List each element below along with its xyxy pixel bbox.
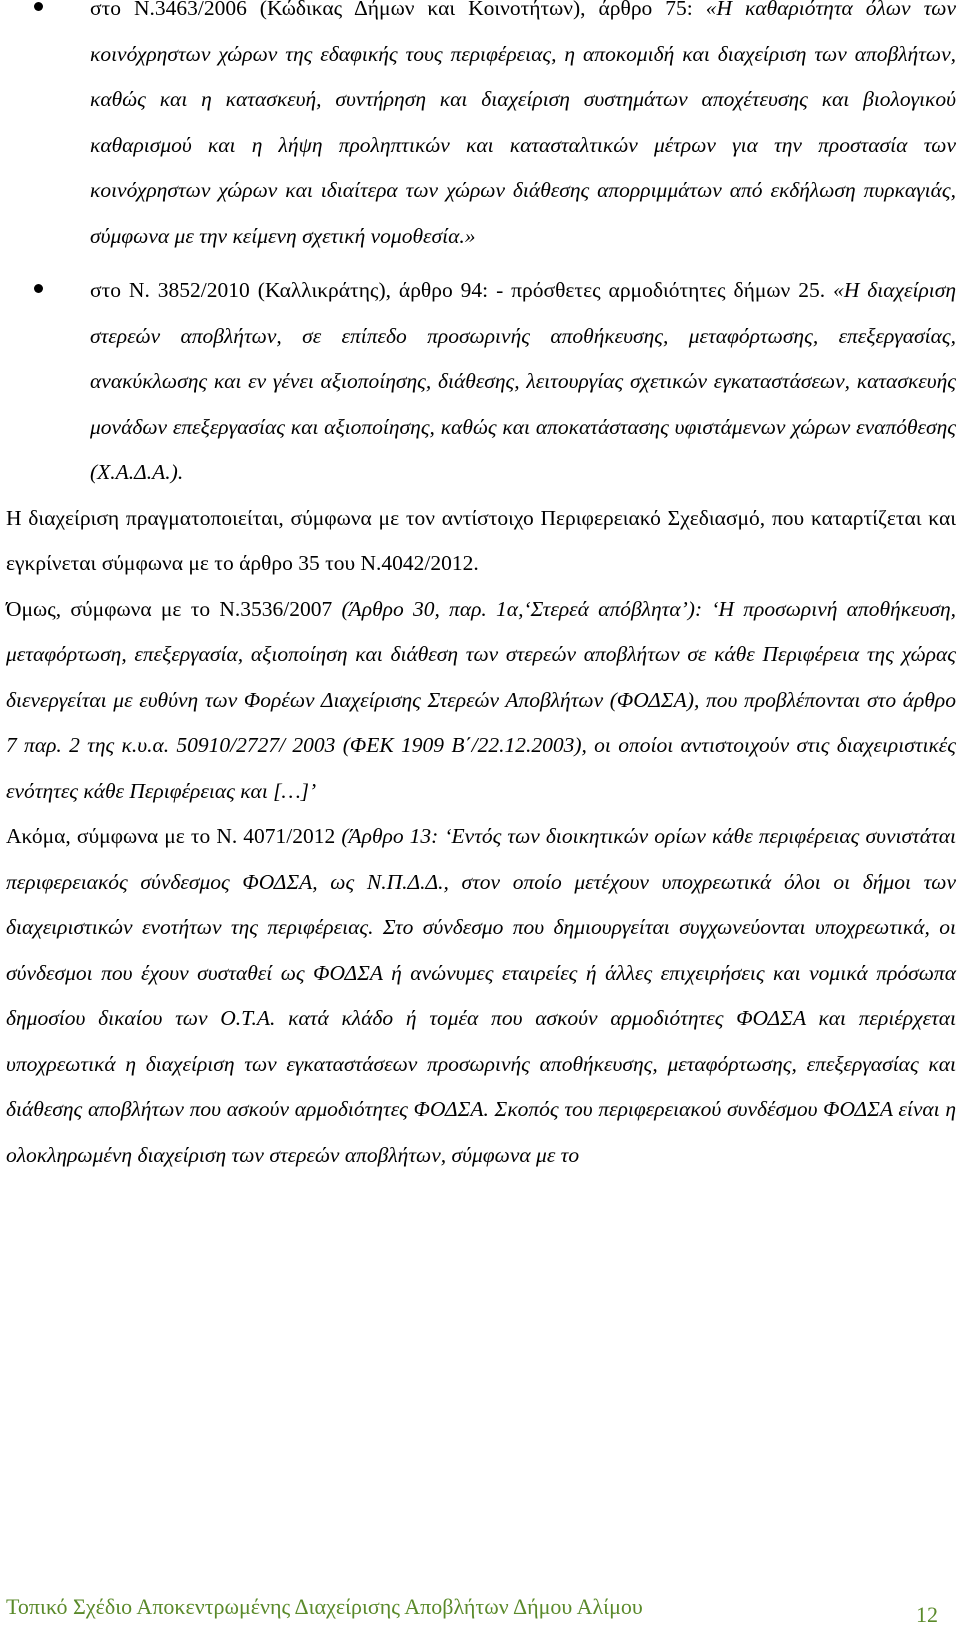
paragraph-regional-planning: Η διαχείριση πραγματοποιείται, σύμφωνα με τον αντίστοιχο Περιφερειακό Σχεδιασμό, που καταρτίζεται και εγκρίνεται σύμφωνα με το άρθρο 35 του Ν.4042/2012. [6,505,956,575]
bullet-icon [34,2,43,11]
bullet-text-quote: «Η διαχείριση στερεών αποβλήτων, σε επίπεδο προσωρινής αποθήκευσης, μεταφόρτωσης, επεξεργασίας, ανακύκλωσης και εν γένει αξιοποίησης, διάθεσης, λειτουργίας σχετικών εγκαταστάσεων, κατασκευής μονάδων επεξεργασίας και αξιοποίησης, καθώς και αποκατάστασης υφιστάμενων χώρων εναπόθεσης (Χ.Α.Δ.Α.). [90,278,957,484]
paragraph-text-plain: Ακόμα, σύμφωνα με το Ν. 4071/2012 [6,824,342,848]
bullet-text-quote: «Η καθαριότητα όλων των κοινόχρηστων χώρων της εδαφικής τους περιφέρειας, η αποκομιδή και διαχείριση των αποβλήτων, καθώς και η κατασκευή, συντήρηση και διαχείριση συστημάτων αποχέτευσης και βιολογικού καθαρισμού και η λήψη προληπτικών και κατασταλτικών μέτρων για την προστασία των κοινόχρηστων χώρων και ιδιαίτερα των χώρων διάθεσης απορριμμάτων από εκδήλωση πυρκαγιάς, σύμφωνα με την κείμενη σχετική νομοθεσία.» [90,0,956,248]
paragraph-text-plain: Όμως, σύμφωνα με το Ν.3536/2007 [6,596,342,621]
paragraph-text-quote: (Άρθρο 30, παρ. 1α,‘Στερεά απόβλητα’): ‘Η προσωρινή αποθήκευση, μεταφόρτωση, επεξεργασία, αξιοποίηση και διάθεση των στερεών αποβλήτων σε κάθε Περιφέρεια της χώρας διενεργείται με ευθύνη των Φορέων Διαχείρισης Στερεών Αποβλήτων (ΦΟΔΣΑ), που προβλέπονται στο άρθρο 7 παρ. 2 της κ.υ.α. 50910/2727/ 2003 (ΦΕΚ 1909 Β΄/22.12.2003), οι οποίοι αντιστοιχούν στις διαχειριστικές ενότητες κάθε Περιφέρειας και […]’ [6,596,956,803]
bullet-item-law-3852 [6,268,956,496]
paragraph-text-quote: (Άρθρο 13: ‘Εντός των διοικητικών ορίων κάθε περιφέρειας συνιστάται περιφερειακός σύνδεσμος ΦΟΔΣΑ, ως Ν.Π.Δ.Δ., στον οποίο μετέχουν υποχρεωτικά όλοι οι δήμοι των διαχειριστικών ενοτήτων της περιφέρειας. Στο σύνδεσμο που δημιουργείται συγχωνεύονται υποχρεωτικά, οι σύνδεσμοι που έχουν συσταθεί ως ΦΟΔΣΑ ή ανώνυμες εταιρείες ή άλλες επιχειρήσεις και νομικά πρόσωπα δημοσίου δικαίου των Ο.Τ.Α. κατά κλάδο ή τομέα που ασκούν αρμοδιότητες ΦΟΔΣΑ και περιέρχεται υποχρεωτικά η διαχείριση των εγκαταστάσεων προσωρινής αποθήκευσης, μεταφόρτωσης, επεξεργασίας και διάθεσης αποβλήτων που ασκούν αρμοδιότητες ΦΟΔΣΑ. Σκοπός του περιφερειακού συνδέσμου ΦΟΔΣΑ είναι η ολοκληρωμένη διαχείριση των στερεών αποβλήτων, σύμφωνα με το [6,824,956,1167]
paragraph-law-3536 [6,587,956,815]
bullet-text-plain: στο Ν.3463/2006 (Κώδικας Δήμων και Κοινοτήτων), άρθρο 75: [90,0,706,20]
paragraph-law-4071 [6,814,956,1178]
bullet-icon [34,284,43,293]
page-number: 12 [916,1602,938,1627]
document-body [6,0,956,1178]
bullet-text-plain: στο Ν. 3852/2010 (Καλλικράτης), άρθρο 94: - πρόσθετες αρμοδιότητες δήμων 25. [90,278,834,302]
page-footer [6,1594,956,1644]
legal-references-list [6,0,956,496]
footer-title: Τοπικό Σχέδιο Αποκεντρωμένης Διαχείρισης Αποβλήτων Δήμου Αλίμου [6,1594,643,1619]
bullet-item-law-3463 [6,0,956,259]
